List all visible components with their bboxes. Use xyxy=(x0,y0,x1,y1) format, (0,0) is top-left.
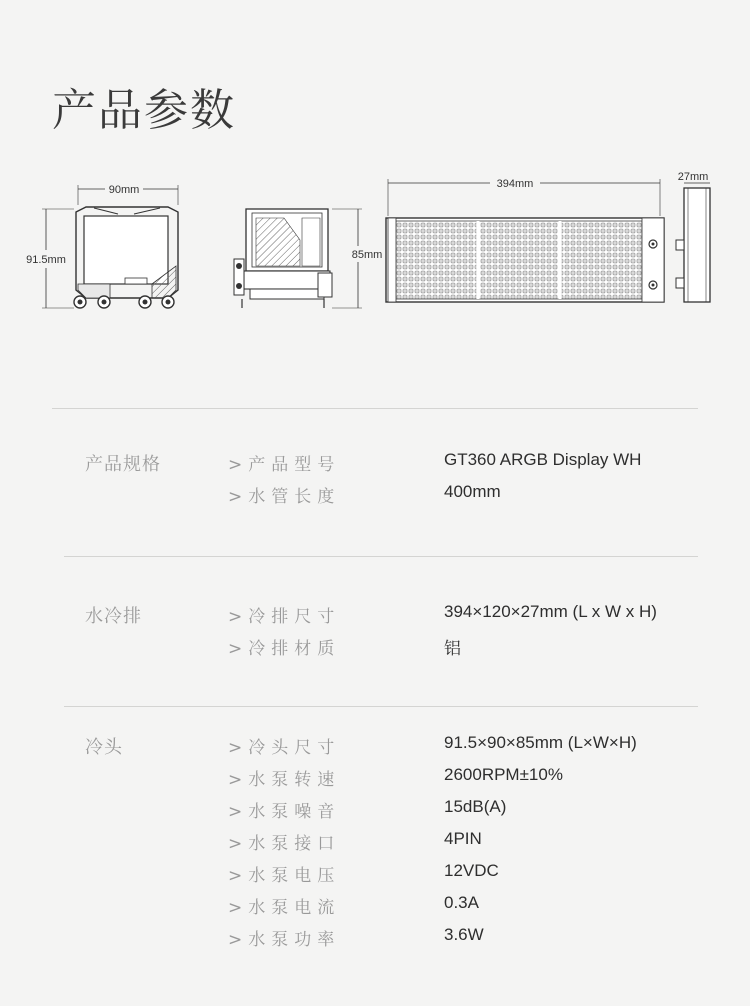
spec-value: GT360 ARGB Display WH xyxy=(444,450,642,469)
cold-head-height-label: 91.5mm xyxy=(26,254,66,266)
spec-row xyxy=(0,797,750,821)
divider xyxy=(64,556,698,557)
spec-row xyxy=(0,634,750,658)
spec-label: >产品型号 xyxy=(228,455,341,475)
radiator-length-label: 394mm xyxy=(496,178,534,190)
divider xyxy=(64,706,698,707)
spec-row xyxy=(0,893,750,917)
spec-label: >冷排尺寸 xyxy=(228,607,341,627)
spec-row xyxy=(0,765,750,789)
spec-value: 394×120×27mm (L x W x H) xyxy=(444,602,657,621)
spec-label: >水泵功率 xyxy=(228,930,341,950)
spec-value: 2600RPM±10% xyxy=(444,765,563,784)
spec-label: >水泵噪音 xyxy=(228,802,341,822)
spec-row xyxy=(0,602,750,626)
divider xyxy=(52,408,698,409)
spec-label: >水泵电流 xyxy=(228,898,341,918)
spec-row xyxy=(0,925,750,949)
group-title: 产品规格 xyxy=(85,454,161,475)
spec-value: 铝 xyxy=(444,639,461,658)
spec-value: 12VDC xyxy=(444,861,499,880)
spec-value: 0.3A xyxy=(444,893,479,912)
group-title: 水冷排 xyxy=(85,606,142,627)
radiator-thickness-label: 27mm xyxy=(677,171,709,183)
spec-row xyxy=(0,861,750,885)
spec-label: >水泵接口 xyxy=(228,834,341,854)
radiator-front-view xyxy=(386,178,664,302)
spec-label: >水泵电压 xyxy=(228,866,341,886)
spec-row xyxy=(0,733,750,757)
spec-label: >冷排材质 xyxy=(228,639,341,659)
spec-value: 400mm xyxy=(444,482,501,501)
spec-value: 4PIN xyxy=(444,829,482,848)
spec-label: >冷头尺寸 xyxy=(228,738,341,758)
cold-head-depth-label: 85mm xyxy=(351,249,383,261)
spec-value: 3.6W xyxy=(444,925,484,944)
radiator-side-view xyxy=(676,171,710,302)
spec-value: 91.5×90×85mm (L×W×H) xyxy=(444,733,637,752)
cold-head-width-label: 90mm xyxy=(108,184,140,196)
spec-row xyxy=(0,450,750,474)
product-dimension-diagram xyxy=(0,160,750,320)
spec-row xyxy=(0,829,750,853)
spec-value: 15dB(A) xyxy=(444,797,507,816)
group-title: 冷头 xyxy=(85,737,123,758)
cold-head-front-view xyxy=(26,184,178,308)
spec-label: >水泵转速 xyxy=(228,770,341,790)
cold-head-side-view xyxy=(234,209,382,308)
spec-label: >水管长度 xyxy=(228,487,341,507)
spec-row xyxy=(0,482,750,506)
page-title: 产品参数 xyxy=(52,85,236,136)
